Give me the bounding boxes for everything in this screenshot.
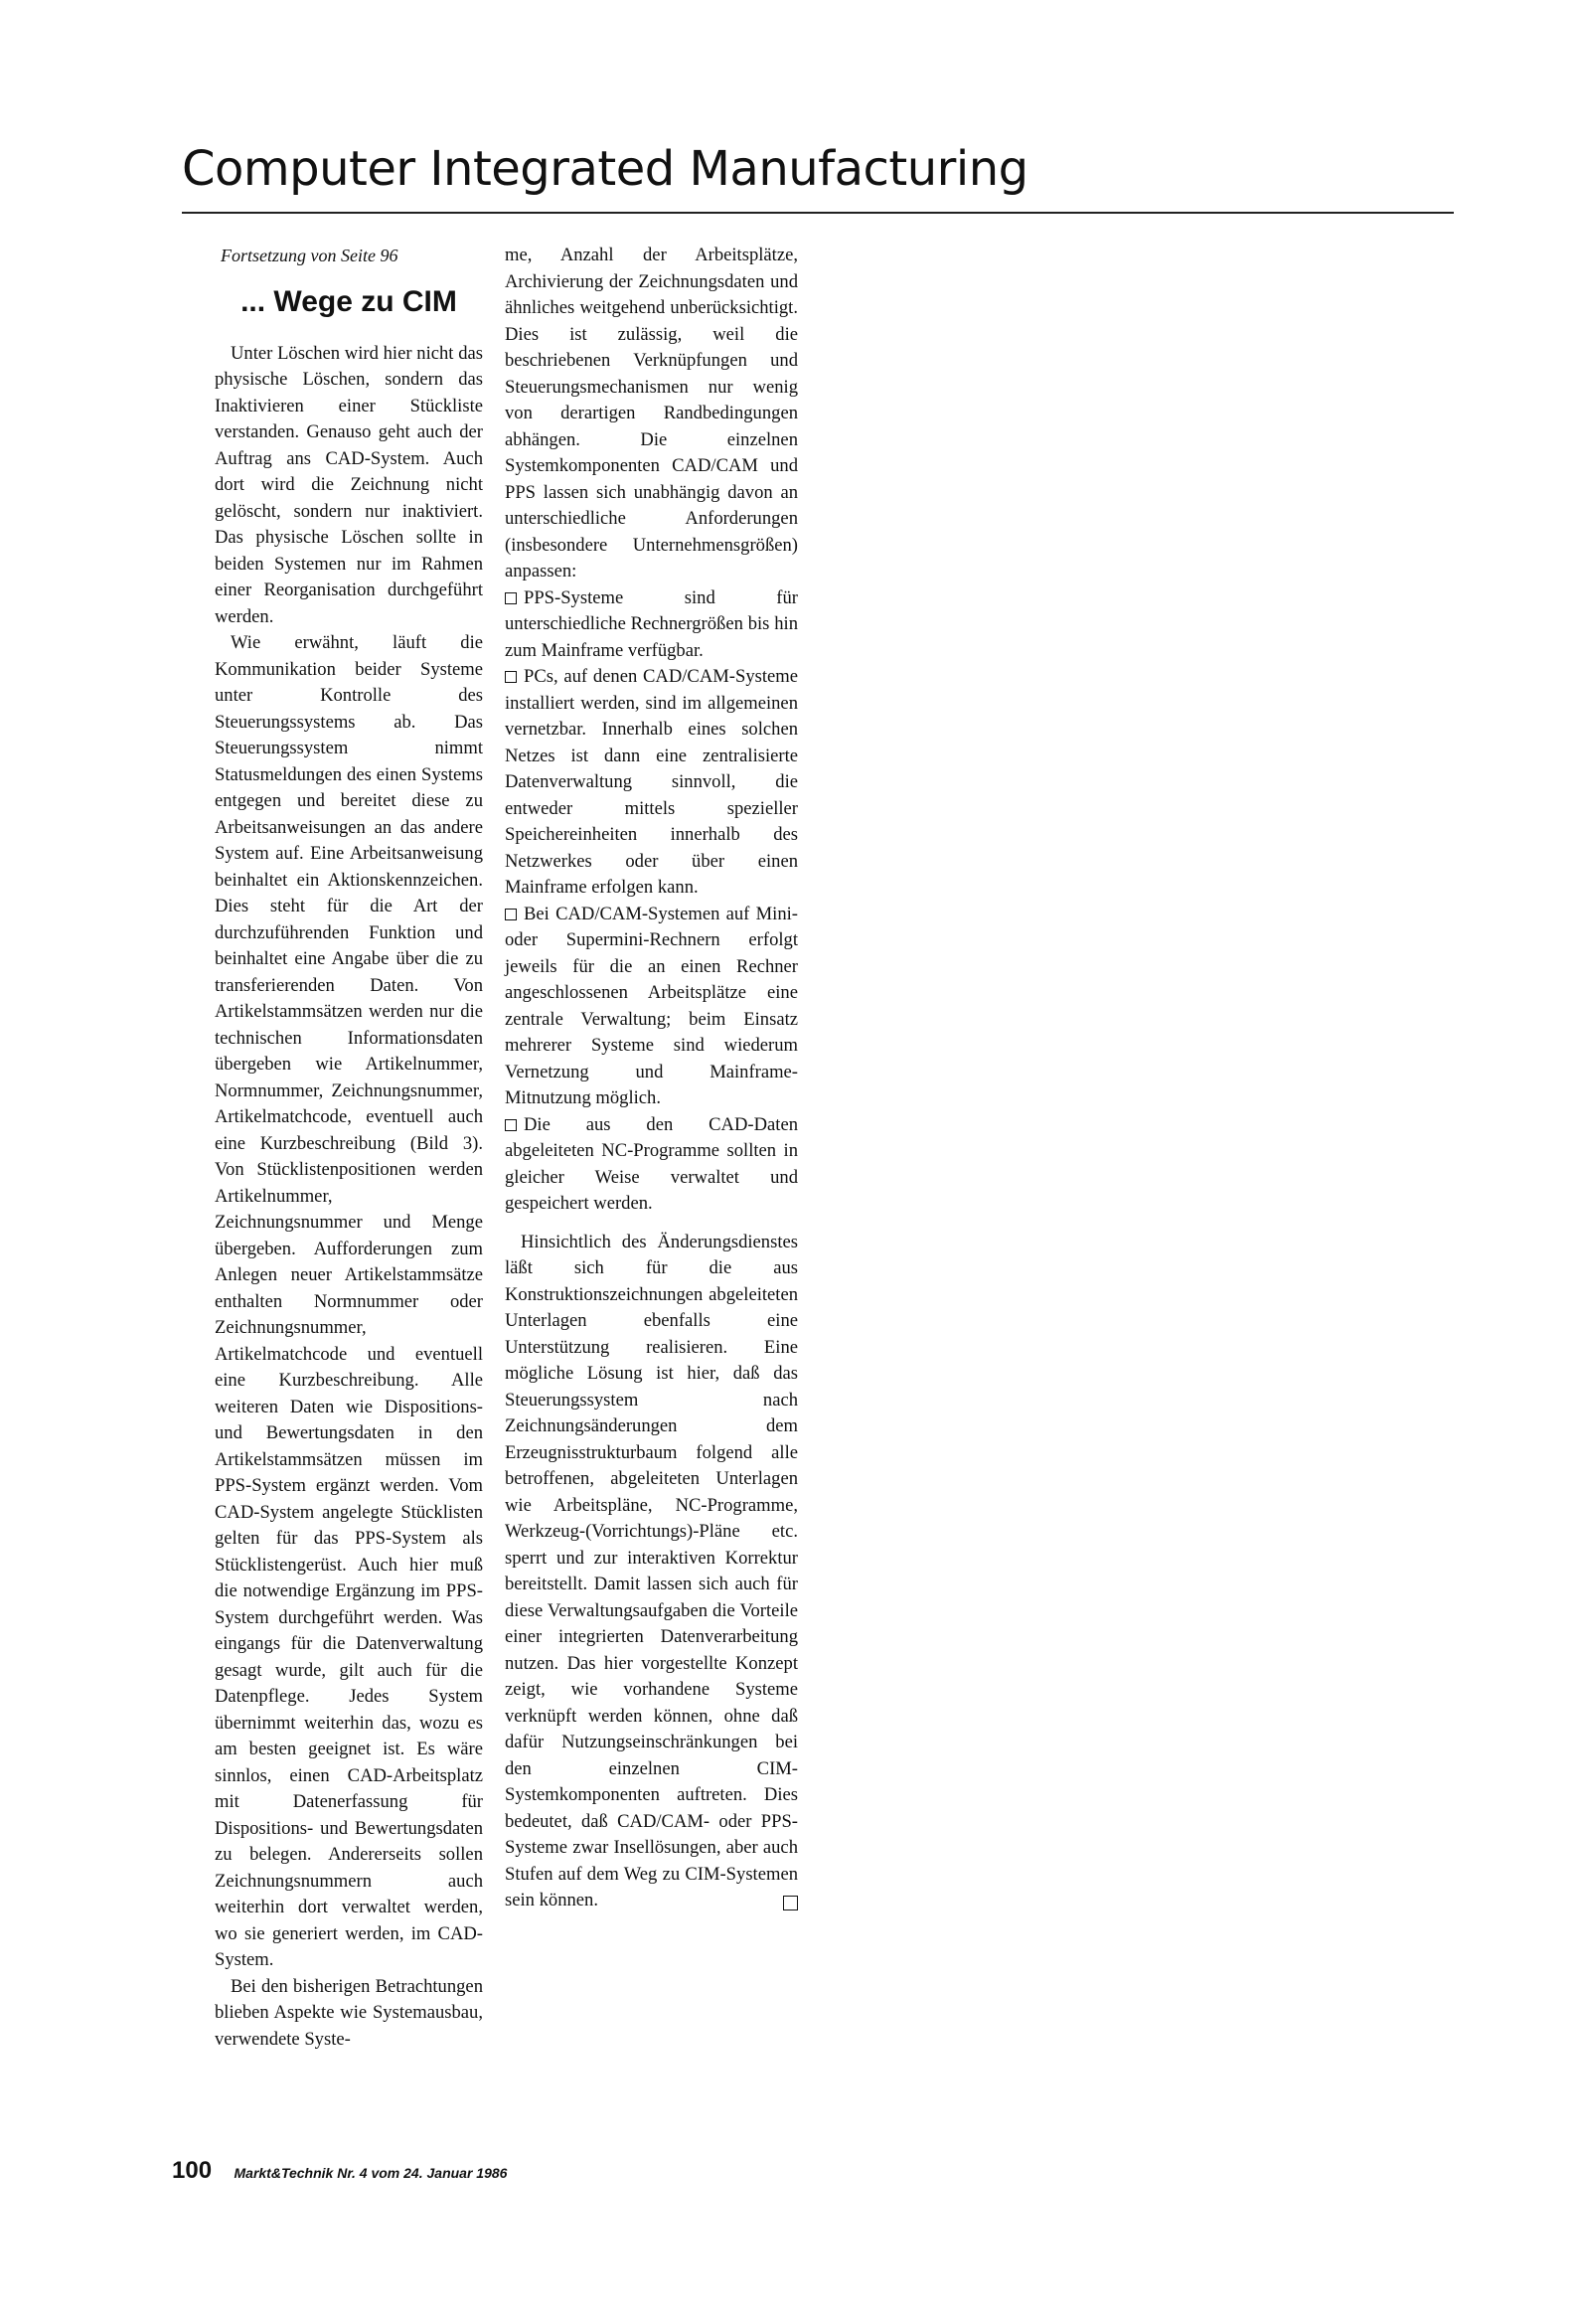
publication-info: Markt&Technik Nr. 4 vom 24. Januar 1986 [234, 2165, 508, 2181]
end-of-article-icon [783, 1896, 798, 1910]
bullet-item [505, 585, 798, 665]
section-title: Computer Integrated Manufacturing [182, 141, 1028, 197]
bullet-text: Die aus den CAD-Daten abgeleiteten NC-Programme sollten in gleicher Weise verwaltet und gespeichert werden. [505, 1113, 798, 1214]
bullet-item [505, 1112, 798, 1218]
page-number: 100 [172, 2157, 213, 2184]
article-column-left [215, 243, 483, 2053]
body-paragraph: me, Anzahl der Arbeitsplätze, Archivierung der Zeichnungsdaten und ähnliches weitgehend unberücksichtigt. Dies ist zulässig, weil die beschriebenen Verknüpfungen und Steuerungsmechanismen nur wenig von derartigen Randbedingungen abhängen. Die einzelnen Systemkomponenten CAD/CAM und PPS lassen sich unabhängig davon an unterschiedliche Anforderungen (insbesondere Unternehmensgrößen) anpassen: [505, 245, 798, 581]
checkbox-bullet-icon [505, 592, 517, 604]
checkbox-bullet-icon [505, 1119, 517, 1131]
bullet-item [505, 664, 798, 902]
header-rule [182, 212, 1454, 214]
checkbox-bullet-icon [505, 909, 517, 920]
bullet-text: PPS-Systeme sind für unterschiedliche Rechnergrößen bis hin zum Mainframe verfügbar. [505, 586, 798, 661]
checkbox-bullet-icon [505, 671, 517, 683]
body-paragraph: Wie erwähnt, läuft die Kommunikation beider Systeme unter Kontrolle des Steuerungssystems ab. Das Steuerungssystem nimmt Statusmeldungen des einen Systems entgegen und bereitet diese zu Arbeitsanweisungen an das andere System auf. Eine Arbeitsanweisung beinhaltet ein Aktionskennzeichen. Dies steht für die Art der durchzuführenden Funktion und beinhaltet eine Angabe über die zu transferierenden Daten. Von Artikelstammsätzen werden nur die technischen Informationsdaten übergeben wie Artikelnummer, Normnummer, Zeichnungsnummer, Artikelmatchcode, eventuell auch eine Kurzbeschreibung (Bild 3). Von Stücklistenpositionen werden Artikelnummer, Zeichnungsnummer und Menge übergeben. Aufforderungen zum Anlegen neuer Artikelstammsätze enthalten Normnummer oder Zeichnungsnummer, Artikelmatchcode und eventuell eine Kurzbeschreibung. Alle weiteren Daten wie Dispositions- und Bewertungsdaten in den Artikelstammsätzen müssen im PPS-System ergänzt werden. Vom CAD-System angelegte Stücklisten gelten für das PPS-System als Stücklistengerüst. Auch hier muß die notwendige Ergänzung im PPS-System durchgeführt werden. Was eingangs für die Datenverwaltung gesagt wurde, gilt auch für die Datenpflege. Jedes System übernimmt weiterhin das, wozu es am besten geeignet ist. Es wäre sinnlos, einen CAD-Arbeitsplatz mit Datenerfassung für Dispositions- und Bewertungsdaten zu belegen. Andererseits sollen Zeichnungsnummern auch weiterhin dort verwaltet werden, wo sie generiert werden, im CAD-System. [215, 632, 483, 1970]
bullet-text: PCs, auf denen CAD/CAM-Systeme installiert werden, sind im allgemeinen vernetzbar. Innerhalb eines solchen Netzes ist dann eine zentralisierte Datenverwaltung sinnvoll, die entweder mittels spezieller Speichereinheiten innerhalb des Netzwerkes oder über einen Mainframe erfolgen kann. [505, 666, 798, 898]
body-paragraph [505, 1230, 798, 1914]
bullet-item [505, 902, 798, 1112]
body-paragraph: Bei den bisherigen Betrachtungen blieben Aspekte wie Systemausbau, verwendete Syste- [215, 1975, 483, 2050]
body-paragraph: Unter Löschen wird hier nicht das physische Löschen, sondern das Inaktivieren einer Stückliste verstanden. Genauso geht auch der Auftrag ans CAD-System. Auch dort wird die Zeichnung nicht gelöscht, sondern nur inaktiviert. Das physische Löschen sollte in beiden Systemen nur im Rahmen einer Reorganisation durchgeführt werden. [215, 342, 483, 627]
continued-note: Fortsetzung von Seite 96 [221, 246, 398, 265]
page-footer [172, 2157, 507, 2185]
bullet-text: Bei CAD/CAM-Systemen auf Mini- oder Supermini-Rechnern erfolgt jeweils für die an einen Rechner angeschlossenen Arbeitsplätze eine zentrale Verwaltung; beim Einsatz mehrerer Systeme sind wiederum Vernetzung und Mainframe-Mitnutzung möglich. [505, 903, 798, 1108]
article-title: ... Wege zu CIM [240, 284, 457, 318]
section-header [182, 139, 1454, 209]
closing-text: Hinsichtlich des Änderungsdienstes läßt sich für die aus Konstruktionszeichnungen abgeleiteten Unterlagen ebenfalls eine Unterstützung realisieren. Eine mögliche Lösung ist hier, daß das Steuerungssystem nach Zeichnungsänderungen dem Erzeugnisstrukturbaum folgend alle betroffenen, abgeleiteten Unterlagen wie Arbeitspläne, NC-Programme, Werkzeug-(Vorrichtungs)-Pläne etc. sperrt und zur interaktiven Korrektur bereitstellt. Damit lassen sich auch für diese Verwaltungsaufgaben die Vorteile einer integrierten Datenverarbeitung nutzen. Das hier vorgestellte Konzept zeigt, wie vorhandene Systeme verknüpft werden können, ohne daß dafür Nutzungseinschränkungen bei den einzelnen CIM-Systemkomponenten auftreten. Dies bedeutet, daß CAD/CAM- oder PPS-Systeme zwar Insellösungen, aber auch Stufen auf dem Weg zu CIM-Systemen sein können. [505, 1231, 798, 1910]
article-column-right [505, 243, 798, 1914]
